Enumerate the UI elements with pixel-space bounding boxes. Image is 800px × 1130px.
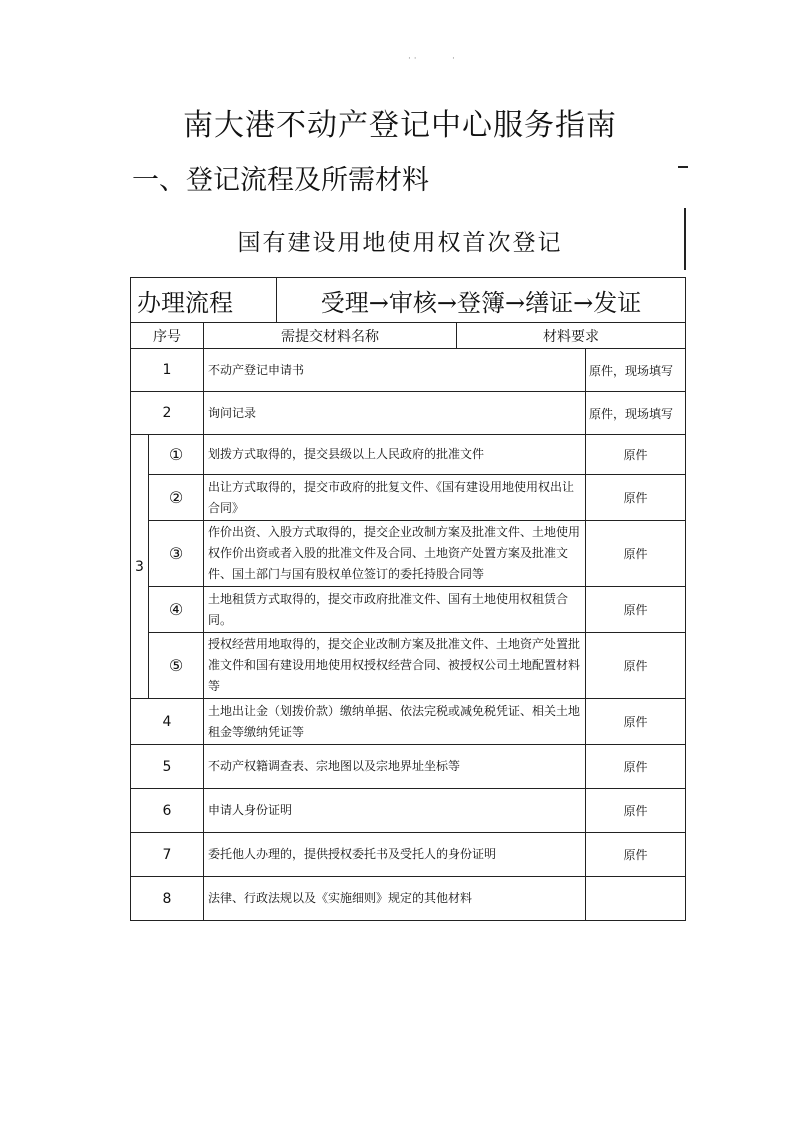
material-name: 法律、行政法规以及《实施细则》规定的其他材料 xyxy=(204,877,586,921)
material-requirement: 原件 xyxy=(586,521,686,587)
table-row xyxy=(131,699,686,745)
sub-item-marker: ① xyxy=(149,435,204,475)
table-row xyxy=(131,745,686,789)
table-row xyxy=(131,633,686,699)
header-row xyxy=(131,323,686,349)
table-row xyxy=(131,475,686,521)
material-name: 委托他人办理的，提供授权委托书及受托人的身份证明 xyxy=(204,833,586,877)
material-requirement: 原件 xyxy=(586,789,686,833)
material-requirement: 原件，现场填写 xyxy=(586,392,686,435)
material-name: 不动产登记申请书 xyxy=(204,349,586,392)
sub-item-marker: ⑤ xyxy=(149,633,204,699)
header-requirement: 材料要求 xyxy=(457,323,686,349)
material-requirement: 原件 xyxy=(586,633,686,699)
material-name: 出让方式取得的，提交市政府的批复文件、《国有建设用地使用权出让合同》 xyxy=(204,475,586,521)
material-requirement: 原件 xyxy=(586,475,686,521)
row-number: 6 xyxy=(131,789,204,833)
material-requirement: 原件 xyxy=(586,587,686,633)
row-number: 2 xyxy=(131,392,204,435)
table-row xyxy=(131,349,686,392)
table-row xyxy=(131,789,686,833)
section-heading: 一、登记流程及所需材料 xyxy=(132,165,429,196)
material-requirement: 原件 xyxy=(586,699,686,745)
table-row xyxy=(131,521,686,587)
material-name: 授权经营用地取得的，提交企业改制方案及批准文件、土地资产处置批准文件和国有建设用地使用权授权经营合同、被授权公司土地配置材料等 xyxy=(204,633,586,699)
row-number: 3 xyxy=(131,435,149,699)
header-number: 序号 xyxy=(131,323,204,349)
table-row xyxy=(131,392,686,435)
header-material: 需提交材料名称 xyxy=(204,323,457,349)
material-name: 不动产权籍调查表、宗地图以及宗地界址坐标等 xyxy=(204,745,586,789)
scan-edge-mark xyxy=(678,166,688,168)
table-row xyxy=(131,587,686,633)
material-name: 土地出让金（划拨价款）缴纳单据、依法完税或减免税凭证、相关土地租金等缴纳凭证等 xyxy=(204,699,586,745)
scan-speck: · xyxy=(452,54,455,64)
row-number: 8 xyxy=(131,877,204,921)
material-name: 作价出资、入股方式取得的，提交企业改制方案及批准文件、土地使用权作价出资或者入股的批准文件及合同、土地资产处置方案及批准文件、国土部门与国有股权单位签订的委托持股合同等 xyxy=(204,521,586,587)
table-row xyxy=(131,877,686,921)
sub-item-marker: ④ xyxy=(149,587,204,633)
row-number: 1 xyxy=(131,349,204,392)
scan-speck: · · xyxy=(408,54,417,64)
scan-edge-line xyxy=(684,208,686,270)
row-number: 4 xyxy=(131,699,204,745)
material-requirement: 原件，现场填写 xyxy=(586,349,686,392)
material-requirement: 原件 xyxy=(586,745,686,789)
sub-item-marker: ③ xyxy=(149,521,204,587)
material-name: 土地租赁方式取得的，提交市政府批准文件、国有土地使用权租赁合同。 xyxy=(204,587,586,633)
table-row xyxy=(131,435,686,475)
table-row xyxy=(131,833,686,877)
material-name: 申请人身份证明 xyxy=(204,789,586,833)
flow-row xyxy=(131,278,686,323)
flow-steps: 受理→审核→登簿→缮证→发证 xyxy=(277,278,686,323)
material-requirement: 原件 xyxy=(586,435,686,475)
material-name: 询问记录 xyxy=(204,392,586,435)
subtitle: 国有建设用地使用权首次登记 xyxy=(237,230,563,256)
materials-table xyxy=(130,277,686,921)
row-number: 5 xyxy=(131,745,204,789)
material-name: 划拨方式取得的，提交县级以上人民政府的批准文件 xyxy=(204,435,586,475)
document-title: 南大港不动产登记中心服务指南 xyxy=(183,108,617,143)
material-requirement: 原件 xyxy=(586,833,686,877)
flow-label: 办理流程 xyxy=(131,278,277,323)
material-requirement xyxy=(586,877,686,921)
row-number: 7 xyxy=(131,833,204,877)
sub-item-marker: ② xyxy=(149,475,204,521)
